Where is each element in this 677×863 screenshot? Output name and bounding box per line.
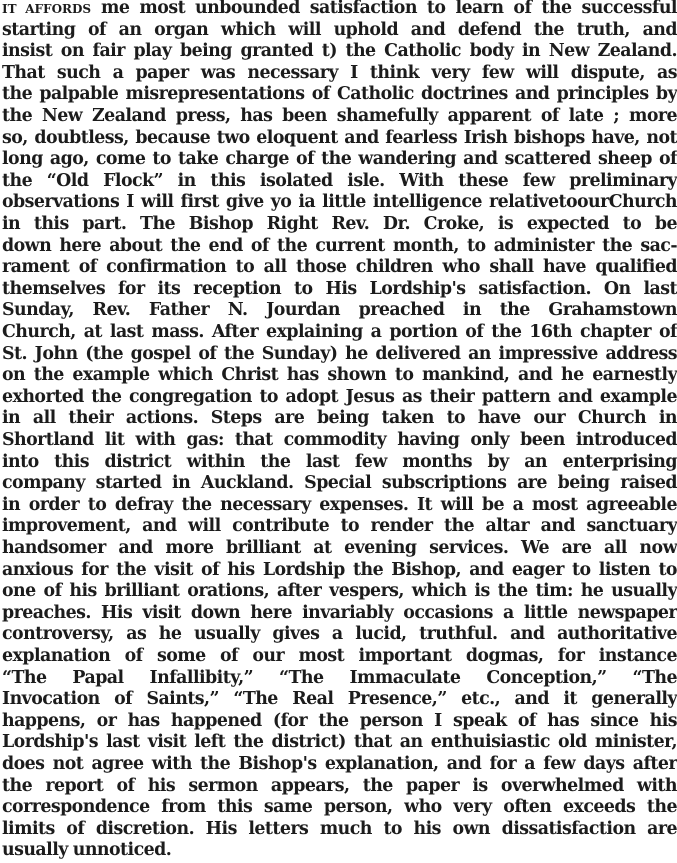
article-line: “The Papal Infallibity,” “The Immaculate Conception,” “The: [2, 667, 677, 688]
article-line: anxious for the visit of his Lordship the Bishop, and eager to listen to: [2, 559, 677, 580]
article-line-text: me most unbounded satisfaction to learn of the successful: [91, 0, 677, 18]
article-line: Invocation of Saints,” “The Real Presence,” etc., and it generally: [2, 689, 677, 710]
article-line: observations I will first give yo ia little intelligence relativetoourChurch: [2, 192, 677, 213]
article-line: Lordship's last visit left the district) that an enthuisiastic old minister,: [2, 732, 677, 753]
article-line: [2, 0, 677, 19]
article-line: insist on fair play being granted t) the Catholic body in New Zealand.: [2, 41, 677, 62]
article-line: explanation of some of our most important dogmas, for instance: [2, 646, 677, 666]
article-line: Shortland lit with gas: that commodity having only been introduced: [2, 430, 677, 450]
article-line: in all their actions. Steps are being taken to have our Church in: [2, 408, 677, 429]
article-line: into this district within the last few months by an enterprising: [2, 451, 677, 472]
article-line: the “Old Flock” in this isolated isle. With these few preliminary: [2, 170, 677, 191]
article-line: does not agree with the Bishop's explanation, and for a few days after: [2, 754, 677, 774]
article-line: in order to defray the necessary expenses. It will be a most agreeable: [2, 494, 677, 515]
article-line: the palpable misrepresentations of Catholic doctrines and principles by: [2, 84, 677, 105]
article-line: themselves for its reception to His Lordship's satisfaction. On last: [2, 278, 677, 299]
article-line: Church, at last mass. After explaining a portion of the 16th chapter of: [2, 322, 677, 342]
article-line: Sunday, Rev. Father N. Jourdan preached in the Grahamstown: [2, 300, 677, 321]
article-line: down here about the end of the current month, to administer the sac-: [2, 235, 677, 256]
article-line: improvement, and will contribute to render the altar and sanctuary: [2, 516, 677, 537]
article-line: limits of discretion. His letters much to his own dissatisfaction are: [2, 818, 677, 839]
article-line: starting of an organ which will uphold and defend the truth, and: [2, 19, 677, 40]
article-line: one of his brilliant orations, after vespers, which is the tim: he usually: [2, 581, 677, 602]
article-line: usually unnoticed.: [2, 840, 172, 861]
article-line: happens, or has happened (for the person I speak of has since his: [2, 710, 677, 731]
article-lead-in: IT AFFORDS: [2, 2, 92, 16]
article-line: exhorted the congregation to adopt Jesus as their pattern and example: [2, 386, 677, 407]
article-line: company started in Auckland. Special subscriptions are being raised: [2, 473, 677, 494]
article-line: handsomer and more brilliant at evening services. We are all now: [2, 538, 677, 558]
article-line: rament of confirmation to all those children who shall have qualified: [2, 257, 677, 278]
article-line: preaches. His visit down here invariably occasions a little newspaper: [2, 602, 677, 623]
article-line: in this part. The Bishop Right Rev. Dr. Croke, is expected to be: [2, 214, 677, 234]
article-line: St. John (the gospel of the Sunday) he delivered an impressive address: [2, 343, 677, 364]
article-line: so, doubtless, because two eloquent and fearless Irish bishops have, not: [2, 127, 677, 148]
article-line: long ago, come to take charge of the wandering and scattered sheep of: [2, 149, 677, 170]
article-line: the New Zealand press, has been shamefully apparent of late ; more: [2, 106, 677, 126]
article-line: controversy, as he usually gives a lucid, truthful. and authoritative: [2, 624, 677, 645]
article-line: on the example which Christ has shown to mankind, and he earnestly: [2, 365, 677, 386]
article-line: the report of his sermon appears, the paper is overwhelmed with: [2, 775, 677, 796]
article-line: That such a paper was necessary I think very few will dispute, as: [2, 62, 677, 83]
article-line: correspondence from this same person, who very often exceeds the: [2, 797, 677, 818]
